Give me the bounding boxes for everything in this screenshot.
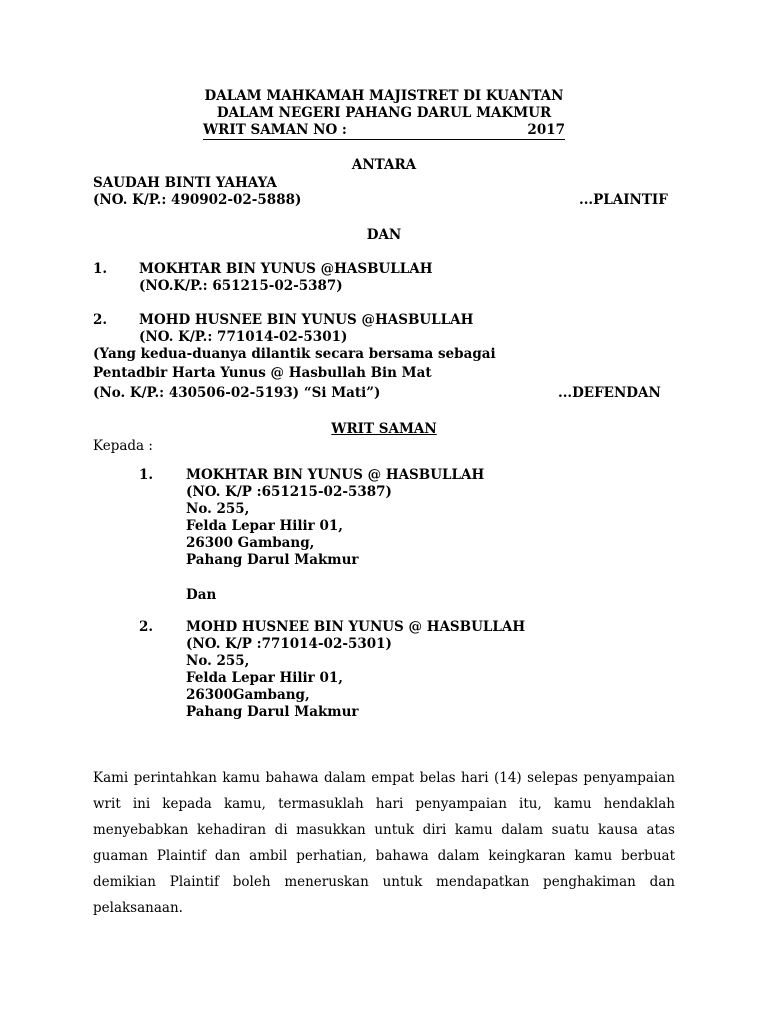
deceased-ic-line: (No. K/P.: 430506-02-5193) “Si Mati”)	[93, 385, 381, 401]
antara-heading: ANTARA	[351, 157, 417, 173]
writ-number-label: WRIT SAMAN NO :	[203, 122, 347, 138]
plaintiff-role: ...PLAINTIF	[579, 192, 668, 208]
addressee2-name: MOHD HUSNEE BIN YUNUS @ HASBULLAH	[186, 619, 526, 635]
defendant2-ic: (NO. K/P.: 771014-02-5301)	[139, 329, 348, 345]
dan-heading: DAN	[366, 227, 402, 243]
defendant1-name: MOKHTAR BIN YUNUS @HASBULLAH	[139, 261, 433, 277]
defendant1-ic: (NO.K/P.: 651215-02-5387)	[139, 278, 343, 294]
dan-connector: Dan	[186, 587, 217, 603]
administrator-note-line1: (Yang kedua-duanya dilantik secara bersama sebagai	[93, 346, 496, 362]
addressee2-number: 2.	[139, 619, 154, 635]
addressee1-address-line3: 26300 Gambang,	[186, 535, 315, 551]
plaintiff-name: SAUDAH BINTI YAHAYA	[93, 175, 277, 191]
defendant-role: ...DEFENDAN	[558, 385, 661, 401]
writ-number-line	[203, 122, 565, 140]
court-title-line2: DALAM NEGERI PAHANG DARUL MAKMUR	[216, 105, 552, 121]
plaintiff-ic: (NO. K/P.: 490902-02-5888)	[93, 192, 302, 208]
addressee1-address-line2: Felda Lepar Hilir 01,	[186, 518, 343, 534]
court-title-line1: DALAM MAHKAMAH MAJISTRET DI KUANTAN	[204, 88, 564, 104]
addressee1-name: MOKHTAR BIN YUNUS @ HASBULLAH	[186, 467, 485, 483]
addressee2-address-line2: Felda Lepar Hilir 01,	[186, 670, 343, 686]
defendant1-number: 1.	[93, 261, 108, 277]
addressee2-address-line3: 26300Gambang,	[186, 687, 310, 703]
addressee2-address-line1: No. 255,	[186, 653, 250, 669]
addressee1-number: 1.	[139, 467, 154, 483]
addressee1-address-line1: No. 255,	[186, 501, 250, 517]
kepada-label: Kepada :	[93, 438, 153, 454]
defendant2-number: 2.	[93, 312, 108, 328]
writ-body-paragraph: Kami perintahkan kamu bahawa dalam empat belas hari (14) selepas penyampaian writ ini kepada kamu, termasuklah hari penyampaian itu, kamu hendaklah menyebabkan kehadiran di masukkan untuk diri kamu dalam suatu kausa atas guaman Plaintif dan ambil perhatian, bahawa dalam keingkaran kamu berbuat demikian Plaintif boleh meneruskan untuk mendapatkan penghakiman dan pelaksanaan.	[93, 770, 675, 916]
writ-year: 2017	[527, 122, 565, 138]
addressee2-ic: (NO. K/P :771014-02-5301)	[186, 636, 392, 652]
administrator-note-line2: Pentadbir Harta Yunus @ Hasbullah Bin Mat	[93, 365, 432, 381]
addressee1-address-line4: Pahang Darul Makmur	[186, 552, 359, 568]
writ-title: WRIT SAMAN	[331, 421, 437, 437]
defendant2-name: MOHD HUSNEE BIN YUNUS @HASBULLAH	[139, 312, 474, 328]
addressee2-address-line4: Pahang Darul Makmur	[186, 704, 359, 720]
addressee1-ic: (NO. K/P :651215-02-5387)	[186, 484, 392, 500]
